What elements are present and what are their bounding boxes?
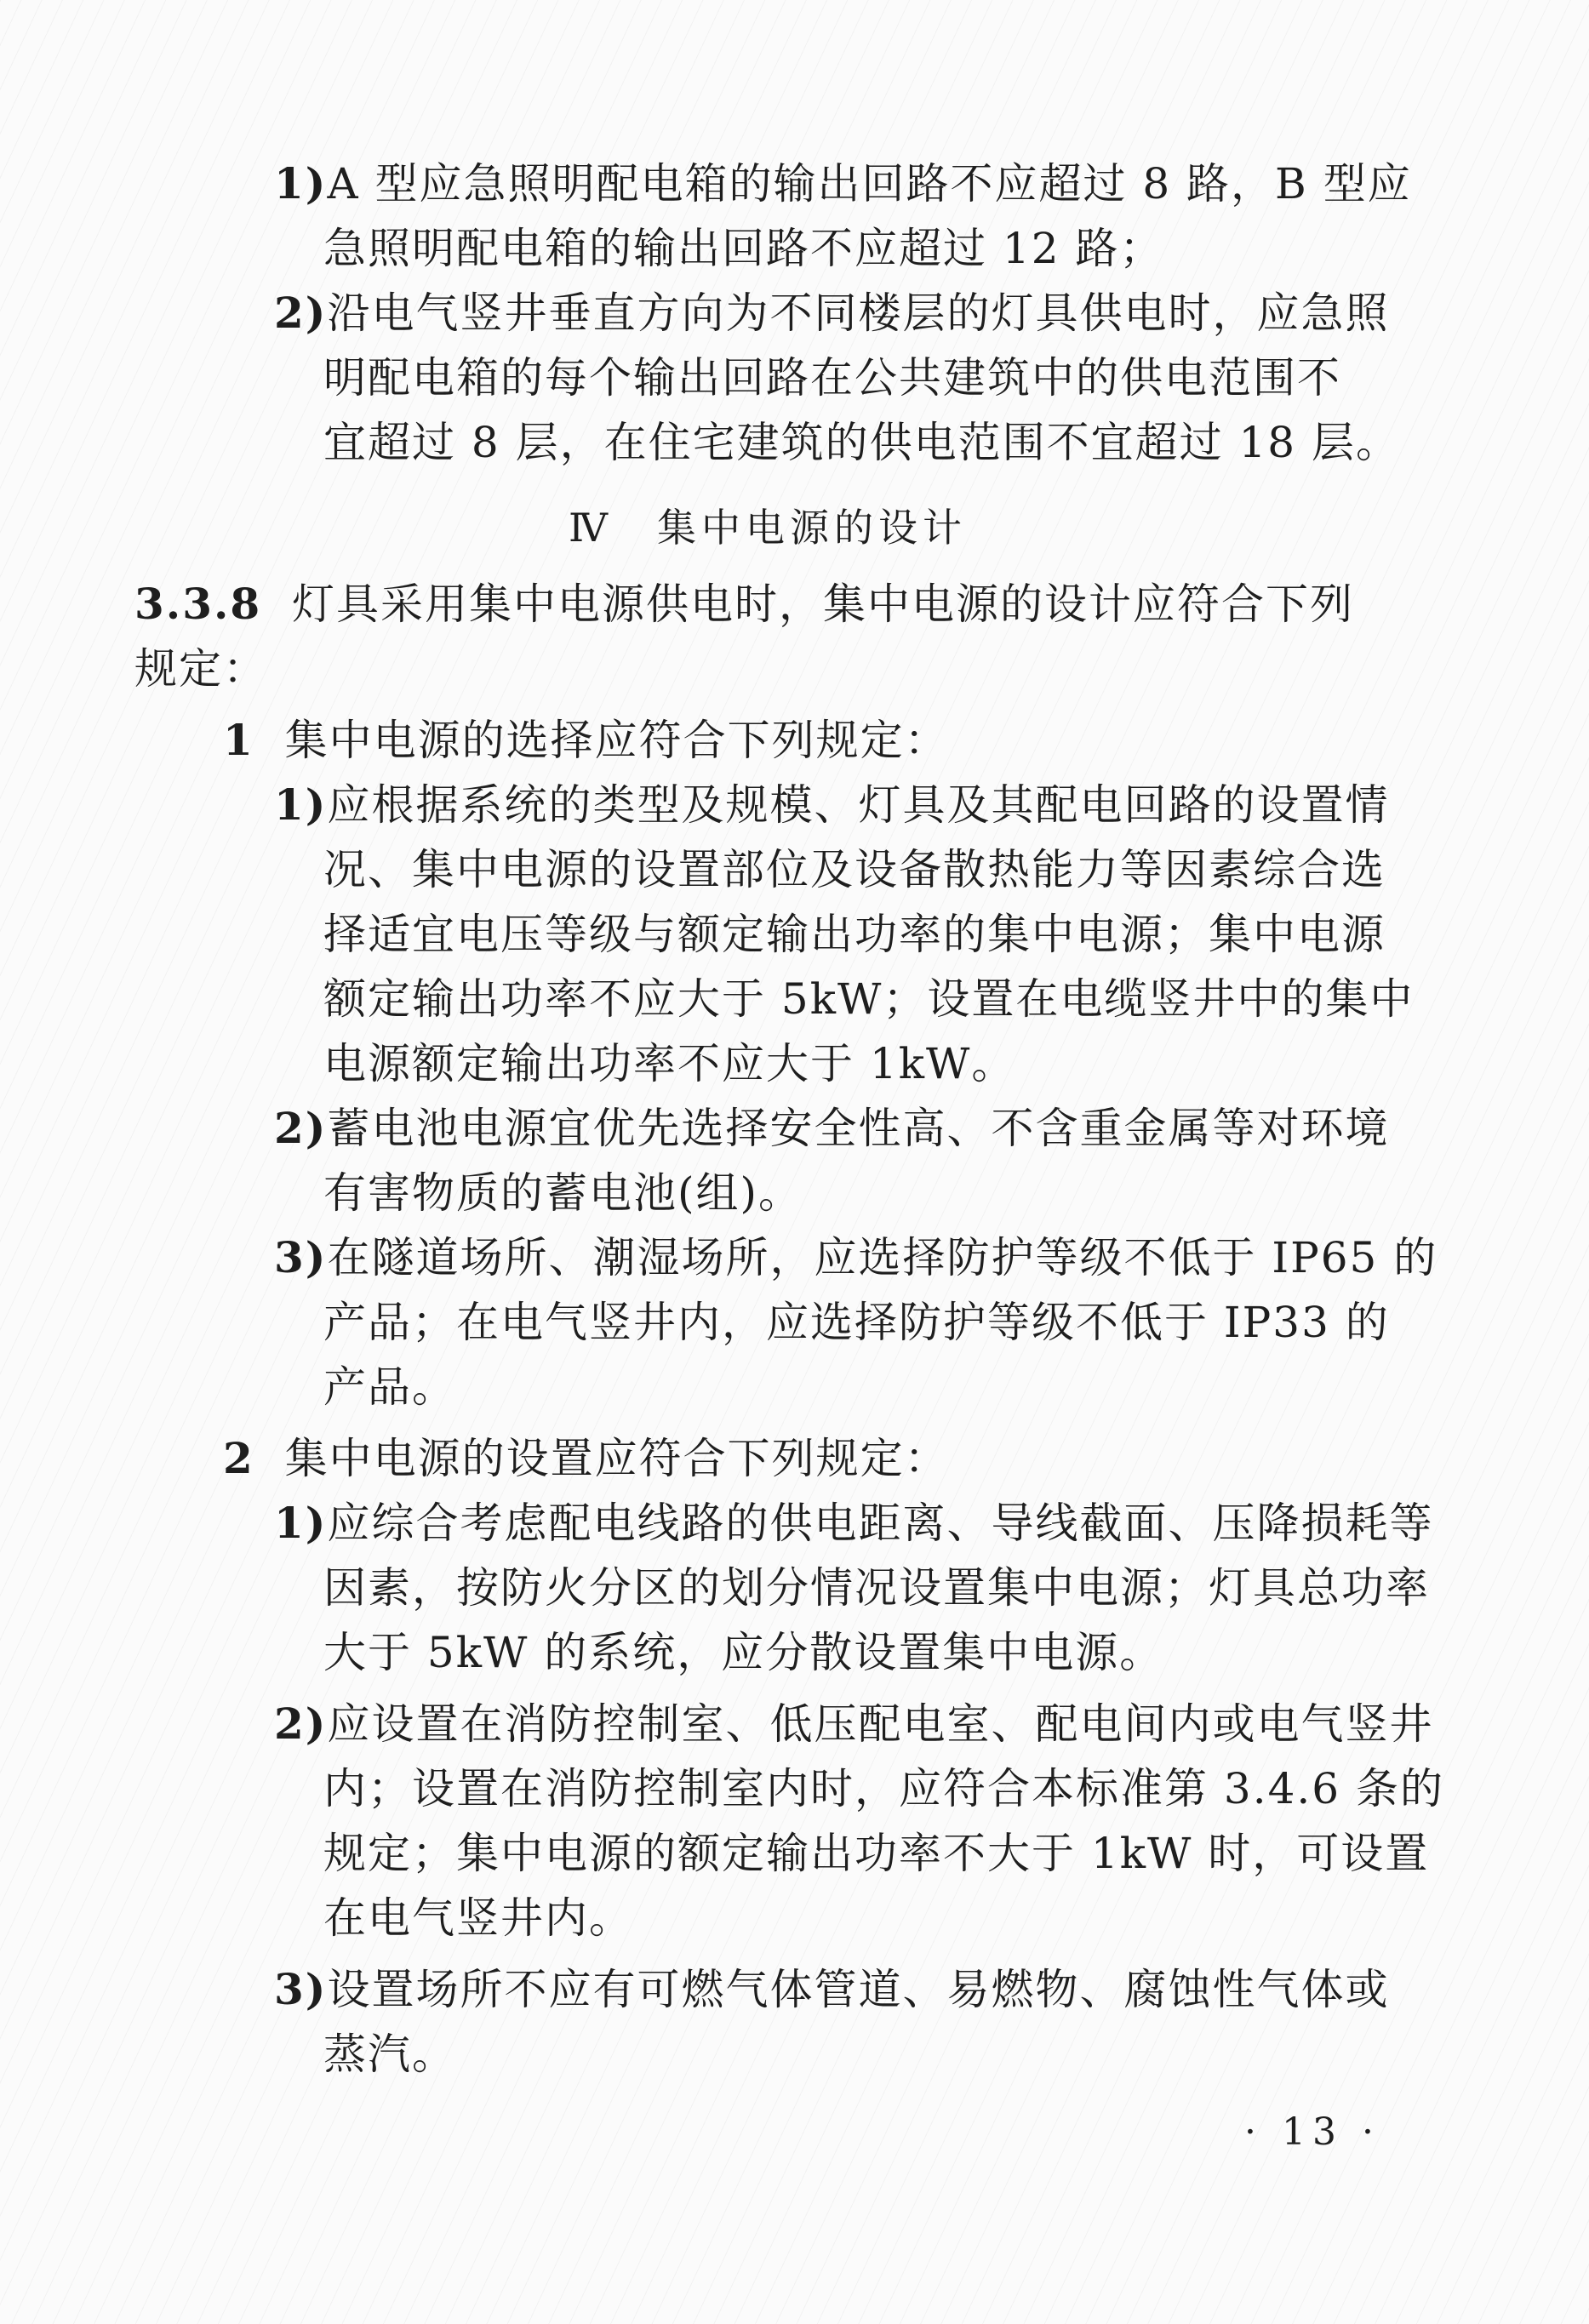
list-item: [274, 1491, 1433, 1556]
clause-text: 灯具采用集中电源供电时，集中电源的设计应符合下列: [291, 580, 1354, 629]
list-item: [274, 1957, 1389, 2022]
text-line: 内；设置在消防控制室内时，应符合本标准第 3.4.6 条的: [323, 1764, 1445, 1813]
text-line: 宜超过 8 层，在住宅建筑的供电范围不宜超过 18 层。: [323, 418, 1401, 467]
item: [223, 1426, 949, 1491]
list-number: 1): [274, 1498, 328, 1548]
list-text: 在隧道场所、潮湿场所，应选择防护等级不低于 IP65 的: [327, 1233, 1438, 1282]
list-number: 2): [274, 288, 328, 338]
list-number: 3): [274, 1964, 328, 2014]
list-text: 应综合考虑配电线路的供电距离、导线截面、压降损耗等: [327, 1499, 1434, 1548]
text-line: 大于 5kW 的系统，应分散设置集中电源。: [323, 1628, 1164, 1677]
list-item: [274, 281, 1389, 345]
item-text: 集中电源的选择应符合下列规定：: [284, 716, 949, 765]
list-item: [274, 1692, 1433, 1756]
list-number: 1): [274, 158, 328, 208]
list-text: 应设置在消防控制室、低压配电室、配电间内或电气竖井: [327, 1699, 1434, 1749]
text-line: 明配电箱的每个输出回路在公共建筑中的供电范围不: [323, 353, 1341, 403]
list-text: 沿电气竖井垂直方向为不同楼层的灯具供电时，应急照: [327, 288, 1390, 338]
item: [223, 708, 949, 773]
list-text: 应根据系统的类型及规模、灯具及其配电回路的设置情: [327, 780, 1390, 830]
list-text: 蓄电池电源宜优先选择安全性高、不含重金属等对环境: [327, 1104, 1390, 1153]
text-line: 产品。: [323, 1362, 456, 1412]
list-item: [274, 151, 1412, 216]
text-line: 有害物质的蓄电池(组)。: [323, 1168, 803, 1218]
section-heading: Ⅳ 集中电源的设计: [569, 505, 967, 551]
list-number: 2): [274, 1103, 328, 1153]
list-item: [274, 1096, 1389, 1161]
text-line: 额定输出功率不应大于 5kW；设置在电缆竖井中的集中: [323, 974, 1415, 1024]
text-line: 急照明配电箱的输出回路不应超过 12 路；: [323, 224, 1164, 273]
clause-number: 3.3.8: [134, 579, 262, 629]
list-text: 设置场所不应有可燃气体管道、易燃物、腐蚀性气体或: [327, 1965, 1390, 2014]
list-item: [274, 1225, 1438, 1290]
page-number: · 13 ·: [1244, 2110, 1380, 2154]
text-line: 在电气竖井内。: [323, 1893, 633, 1943]
list-item: [274, 773, 1389, 837]
text-line: 规定；集中电源的额定输出功率不大于 1kW 时，可设置: [323, 1829, 1430, 1878]
list-number: 1): [274, 779, 328, 830]
item-text: 集中电源的设置应符合下列规定：: [284, 1434, 949, 1483]
text-line: 况、集中电源的设置部位及设备散热能力等因素综合选: [323, 845, 1386, 894]
item-number: 1: [223, 715, 254, 765]
text-line: 因素，按防火分区的划分情况设置集中电源；灯具总功率: [323, 1563, 1430, 1613]
list-number: 2): [274, 1699, 328, 1749]
list-number: 3): [274, 1232, 328, 1282]
text-line: 产品；在电气竖井内，应选择防护等级不低于 IP33 的: [323, 1298, 1390, 1347]
text-line: 择适宜电压等级与额定输出功率的集中电源；集中电源: [323, 910, 1386, 959]
text-line: 规定：: [134, 644, 267, 694]
list-text: A 型应急照明配电箱的输出回路不应超过 8 路，B 型应: [327, 159, 1412, 208]
text-line: 蒸汽。: [323, 2030, 456, 2079]
item-number: 2: [223, 1433, 254, 1483]
clause: [134, 572, 1354, 637]
text-line: 电源额定输出功率不应大于 1kW。: [323, 1039, 1016, 1088]
